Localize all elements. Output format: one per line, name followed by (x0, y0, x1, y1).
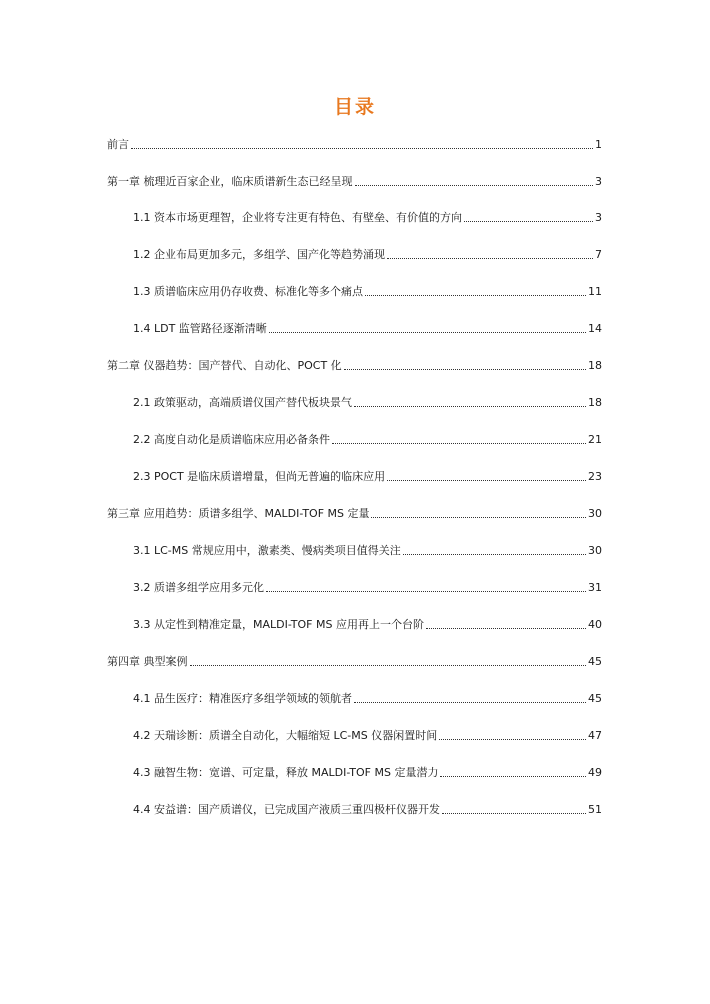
toc-entry-page: 30 (588, 507, 602, 520)
toc-leader-dots (371, 517, 586, 518)
toc-entry[interactable] (107, 134, 602, 152)
toc-entry[interactable] (133, 577, 602, 595)
toc-entry-label: 2.1 政策驱动，高端质谱仪国产替代板块景气 (133, 396, 352, 409)
toc-entry[interactable] (133, 244, 602, 262)
toc-entry[interactable] (133, 762, 602, 780)
toc-entry-label: 3.2 质谱多组学应用多元化 (133, 581, 264, 594)
toc-entry-label: 第二章 仪器趋势：国产替代、自动化、POCT 化 (107, 359, 342, 372)
toc-leader-dots (387, 258, 593, 259)
toc-entry-page: 40 (588, 618, 602, 631)
toc-leader-dots (355, 185, 594, 186)
toc-entry-page: 47 (588, 729, 602, 742)
toc-leader-dots (464, 221, 593, 222)
toc-entry[interactable] (107, 355, 602, 373)
toc-entry-label: 第四章 典型案例 (107, 655, 188, 668)
toc-entry[interactable] (107, 651, 602, 669)
toc-leader-dots (354, 406, 586, 407)
toc-entry-label: 4.4 安益谱：国产质谱仪，已完成国产液质三重四极杆仪器开发 (133, 803, 440, 816)
toc-entry[interactable] (133, 540, 602, 558)
toc-entry[interactable] (133, 281, 602, 299)
toc-leader-dots (440, 776, 586, 777)
toc-entry-page: 30 (588, 544, 602, 557)
toc-entry-label: 4.3 融智生物：宽谱、可定量，释放 MALDI-TOF MS 定量潜力 (133, 766, 439, 779)
toc-leader-dots (403, 554, 586, 555)
toc-entry-page: 18 (588, 359, 602, 372)
toc-entry-label: 前言 (107, 138, 129, 151)
toc-entry[interactable] (133, 614, 602, 632)
toc-leader-dots (344, 369, 586, 370)
toc-entry-label: 1.3 质谱临床应用仍存收费、标准化等多个痛点 (133, 285, 363, 298)
toc-entry[interactable] (133, 318, 602, 336)
toc-entry-label: 3.3 从定性到精准定量，MALDI-TOF MS 应用再上一个台阶 (133, 618, 424, 631)
toc-leader-dots (426, 628, 586, 629)
toc-leader-dots (266, 591, 586, 592)
toc-entry-page: 7 (595, 248, 602, 261)
toc-leader-dots (387, 480, 586, 481)
toc-leader-dots (365, 295, 586, 296)
toc-entry-label: 4.1 品生医疗：精准医疗多组学领域的领航者 (133, 692, 352, 705)
toc-entry[interactable] (133, 429, 602, 447)
toc-entry-label: 1.1 资本市场更理智，企业将专注更有特色、有壁垒、有价值的方向 (133, 211, 462, 224)
toc-entry[interactable] (133, 466, 602, 484)
toc-entry-page: 51 (588, 803, 602, 816)
toc-entry[interactable] (107, 171, 602, 189)
toc-entry-page: 11 (588, 285, 602, 298)
toc-entry[interactable] (133, 207, 602, 225)
toc-entry[interactable] (133, 392, 602, 410)
toc-leader-dots (439, 739, 586, 740)
toc-entry[interactable] (107, 503, 602, 521)
toc-leader-dots (442, 813, 586, 814)
toc-entry[interactable] (133, 799, 602, 817)
toc-entry-page: 3 (595, 175, 602, 188)
page-title: 目录 (333, 96, 376, 118)
toc-entry-page: 49 (588, 766, 602, 779)
toc-entry-page: 3 (595, 211, 602, 224)
toc-entry-label: 2.2 高度自动化是质谱临床应用必备条件 (133, 433, 330, 446)
toc-entry-label: 第一章 梳理近百家企业，临床质谱新生态已经呈现 (107, 175, 353, 188)
toc-entry-page: 31 (588, 581, 602, 594)
toc-entry-page: 45 (588, 655, 602, 668)
toc-entry-page: 18 (588, 396, 602, 409)
toc-leader-dots (131, 148, 593, 149)
toc-entry-label: 3.1 LC-MS 常规应用中，激素类、慢病类项目值得关注 (133, 544, 401, 557)
toc-leader-dots (269, 332, 586, 333)
toc-entry-page: 45 (588, 692, 602, 705)
toc-entry-label: 4.2 天瑞诊断：质谱全自动化，大幅缩短 LC-MS 仪器闲置时间 (133, 729, 438, 742)
toc-entry-page: 1 (595, 138, 602, 151)
toc-entry-label: 1.4 LDT 监管路径逐渐清晰 (133, 322, 267, 335)
toc-leader-dots (332, 443, 586, 444)
toc-leader-dots (190, 665, 587, 666)
toc-entry-page: 21 (588, 433, 602, 446)
toc-entry-page: 14 (588, 322, 602, 335)
toc-entry-label: 第三章 应用趋势：质谱多组学、MALDI-TOF MS 定量 (107, 507, 370, 520)
toc-entry[interactable] (133, 688, 602, 706)
toc-entry[interactable] (133, 725, 602, 743)
toc-entry-label: 1.2 企业布局更加多元，多组学、国产化等趋势涌现 (133, 248, 385, 261)
toc-entry-page: 23 (588, 470, 602, 483)
toc-entry-label: 2.3 POCT 是临床质谱增量，但尚无普遍的临床应用 (133, 470, 386, 483)
toc-leader-dots (354, 702, 586, 703)
